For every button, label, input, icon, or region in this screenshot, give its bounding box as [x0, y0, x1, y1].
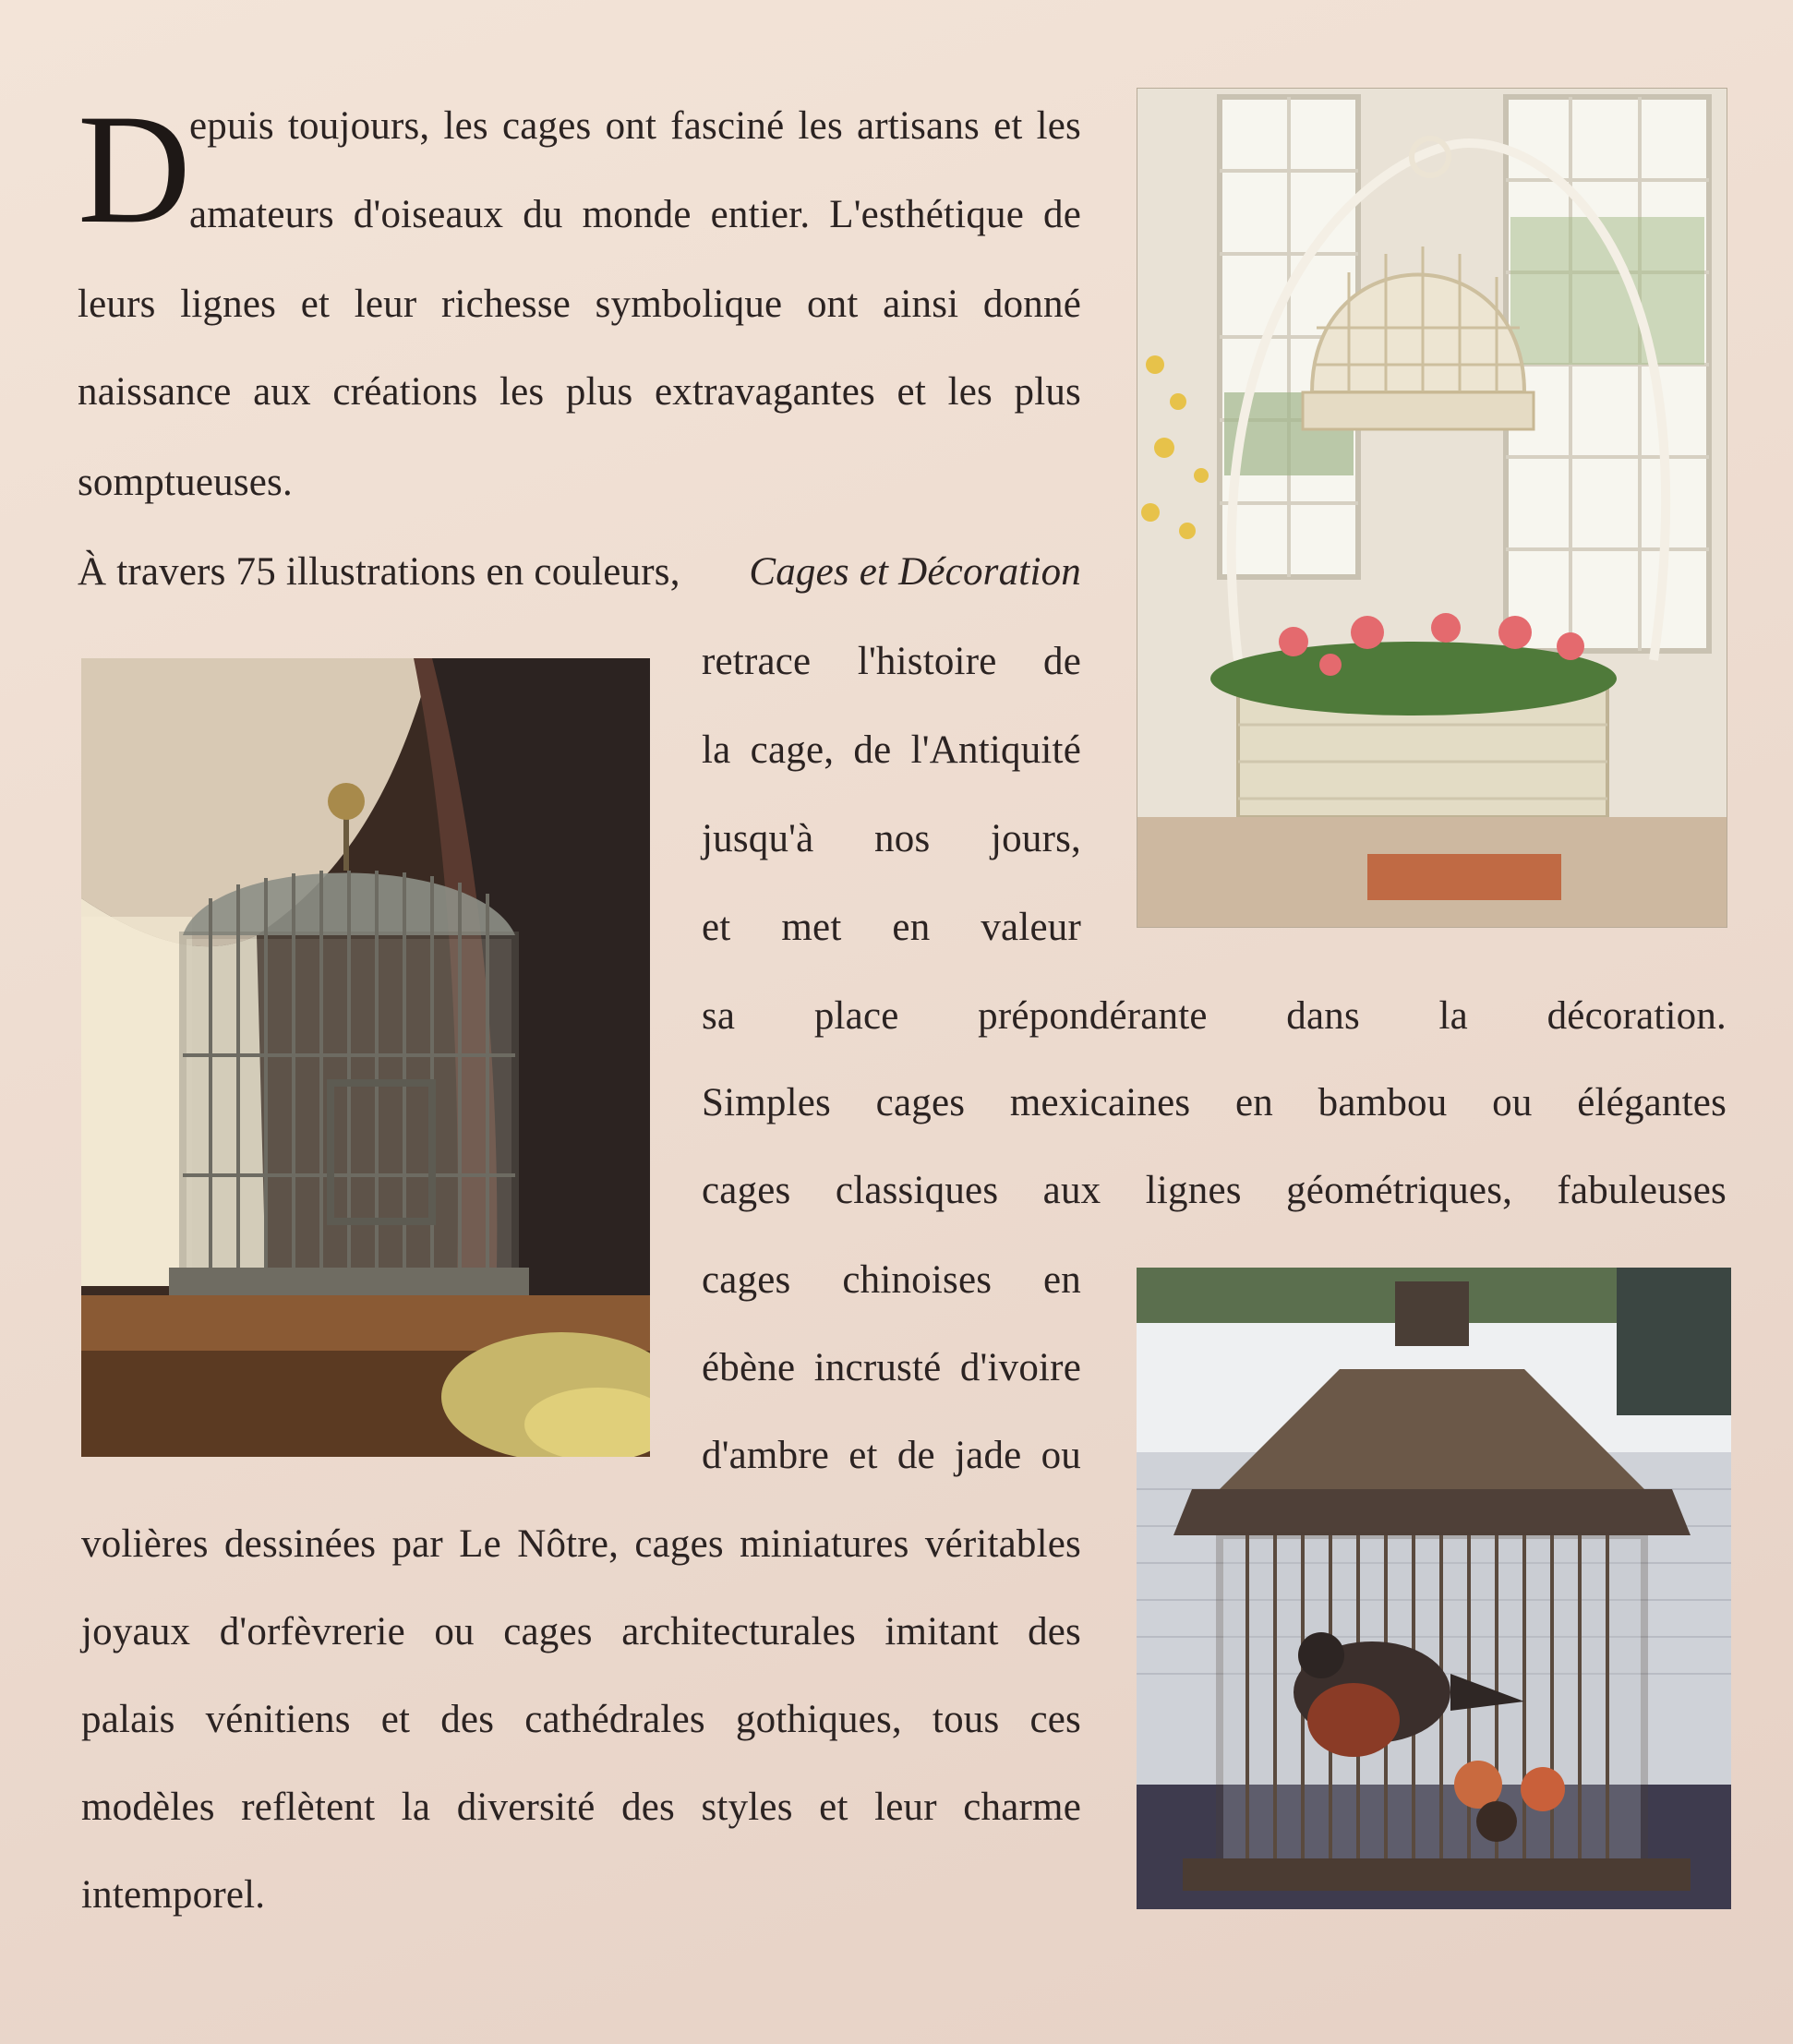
text-line: naissance aux créations les plus extravagantes et les plus [78, 370, 1081, 414]
photo-wicker-cage-window [1137, 88, 1727, 928]
text-line: cages chinoises en [702, 1258, 1081, 1302]
text-line: sa place prépondérante dans la décoration. [702, 994, 1727, 1038]
text-line: la cage, de l'Antiquité [702, 728, 1081, 772]
book-title: Cages et Décoration [749, 550, 1081, 594]
text-line: jusqu'à nos jours, [702, 817, 1081, 860]
text-line [78, 549, 1081, 595]
text-line: retrace l'histoire de [702, 640, 1081, 683]
text-line: cages classiques aux lignes géométriques, fabuleuses [702, 1169, 1727, 1212]
text-line: somptueuses. [78, 461, 293, 504]
text-line: d'ambre et de jade ou [702, 1434, 1081, 1477]
text-line: amateurs d'oiseaux du monde entier. L'esthétique de [189, 193, 1081, 236]
text-line: Simples cages mexicaines en bambou ou élégantes [702, 1081, 1727, 1124]
text-line: joyaux d'orfèvrerie ou cages architecturales imitant des [81, 1610, 1081, 1653]
photo-metal-cage-curtain [81, 658, 650, 1457]
photo-pagoda-cage-bird [1137, 1268, 1731, 1909]
text-line: epuis toujours, les cages ont fasciné les artisans et les [189, 104, 1081, 148]
text-line: ébène incrusté d'ivoire [702, 1346, 1081, 1389]
text-line: intemporel. [81, 1873, 266, 1917]
drop-cap: D [78, 82, 191, 256]
text-line: palais vénitiens et des cathédrales gothiques, tous ces [81, 1698, 1081, 1741]
text-line: et met en valeur [702, 906, 1081, 949]
text-span: À travers 75 illustrations en couleurs, [78, 550, 680, 594]
text-line: volières dessinées par Le Nôtre, cages miniatures véritables [81, 1522, 1081, 1566]
text-line: leurs lignes et leur richesse symbolique ont ainsi donné [78, 283, 1081, 326]
text-line: modèles reflètent la diversité des styles et leur charme [81, 1785, 1081, 1829]
